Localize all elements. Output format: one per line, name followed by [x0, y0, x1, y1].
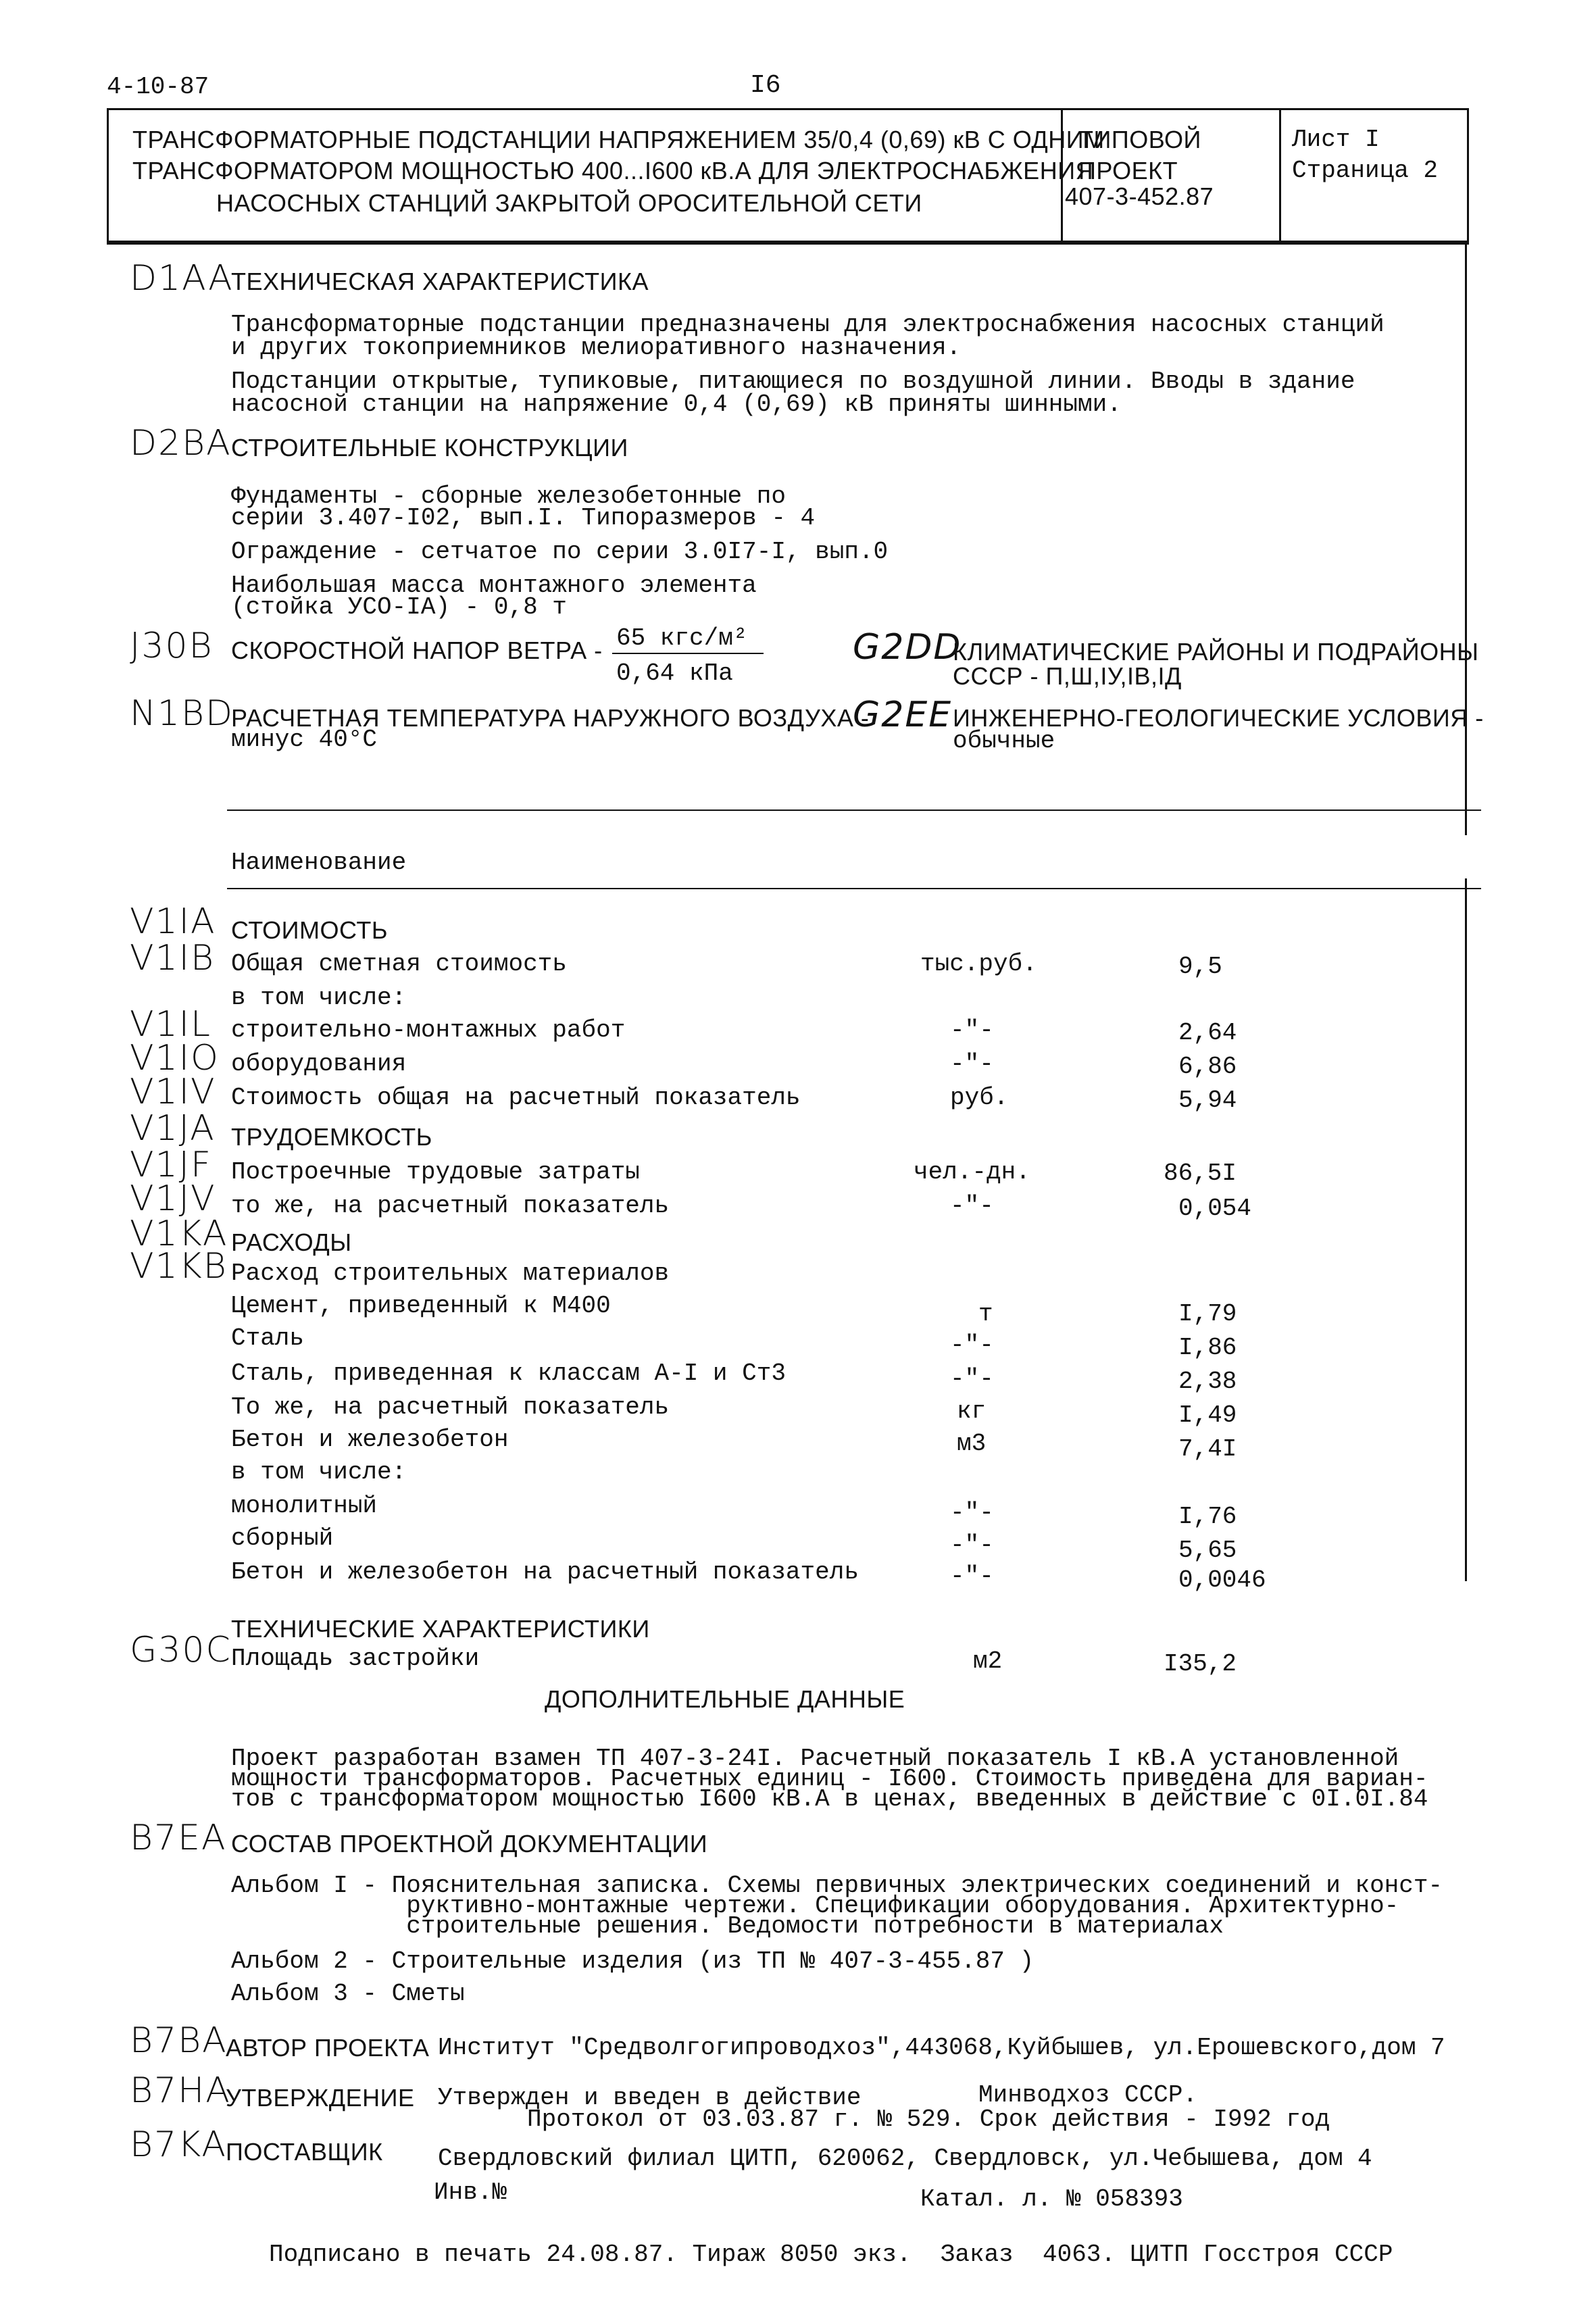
- supplier-label: ПОСТАВЩИК: [226, 2138, 383, 2166]
- row-name: Бетон и железобетон: [231, 1426, 509, 1453]
- row-code: G30C: [130, 1630, 232, 1670]
- approval-label: УТВЕРЖДЕНИЕ: [226, 2084, 415, 2112]
- page-number: I6: [750, 71, 781, 100]
- row-unit: -"-: [950, 1531, 994, 1559]
- design-temperature-line-2: минус 40°С: [231, 726, 378, 753]
- row-unit: чел.-дн.: [914, 1158, 1030, 1186]
- page-label: Страница 2: [1292, 157, 1439, 184]
- composition-line-4: Альбом 2 - Строительные изделия (из ТП № 407-3-455.87 ): [231, 1947, 1034, 1975]
- sheet-number: Лист I: [1292, 126, 1380, 153]
- section-code-b7ba: B7BA: [130, 2020, 228, 2061]
- row-value: 2,38: [1178, 1368, 1237, 1395]
- row-name: То же, на расчетный показатель: [231, 1393, 670, 1421]
- section-code-d1aa: D1AA: [130, 258, 234, 299]
- row-name: Площадь застройки: [231, 1645, 480, 1672]
- row-unit: м2: [973, 1647, 1003, 1675]
- row-code: V1KA: [130, 1214, 228, 1254]
- construction-line-5: (стойка УСО-IА) - 0,8 т: [231, 593, 567, 621]
- row-code: V1JV: [130, 1178, 216, 1219]
- composition-title: СОСТАВ ПРОЕКТНОЙ ДОКУМЕНТАЦИИ: [231, 1830, 708, 1858]
- row-name: оборудования: [231, 1050, 407, 1078]
- row-name: СТОИМОСТЬ: [231, 916, 388, 944]
- row-name: ТЕХНИЧЕСКИЕ ХАРАКТЕРИСТИКИ: [231, 1615, 650, 1643]
- header-title-line-1: ТРАНСФОРМАТОРНЫЕ ПОДСТАНЦИИ НАПРЯЖЕНИЕМ 35/0,4 (0,69) кВ С ОДНИМ: [132, 126, 1105, 153]
- row-value: 9,5: [1178, 953, 1222, 980]
- row-unit: -"-: [950, 1562, 994, 1590]
- section-code-d2ba: D2BA: [130, 423, 232, 464]
- row-unit: -"-: [950, 1365, 994, 1393]
- header-title-line-2: ТРАНСФОРМАТОРОМ МОЩНОСТЬЮ 400...I600 кВ.А ДЛЯ ЭЛЕКТРОСНАБЖЕНИЯ: [132, 157, 1094, 184]
- row-name: Построечные трудовые затраты: [231, 1158, 640, 1186]
- approval-line-1: Утвержден и введен в действие: [438, 2084, 862, 2112]
- section-code-n1bd: N1BD: [130, 693, 234, 734]
- climate-regions-line-1: КЛИМАТИЧЕСКИЕ РАЙОНЫ И ПОДРАЙОНЫ: [953, 638, 1479, 666]
- header-bottom-rule: [107, 241, 1467, 243]
- row-value: I,79: [1178, 1300, 1237, 1328]
- design-temperature-line-1: РАСЧЕТНАЯ ТЕМПЕРАТУРА НАРУЖНОГО ВОЗДУХА -: [231, 704, 870, 732]
- row-value: 2,64: [1178, 1019, 1237, 1047]
- wind-pressure-value-top: 65 кгс/м²: [616, 624, 748, 652]
- table-heading-rule: [227, 888, 1481, 889]
- row-value: 5,65: [1178, 1537, 1237, 1564]
- row-unit: -"-: [950, 1331, 994, 1359]
- row-code: V1KB: [130, 1246, 228, 1287]
- catalog-number: Катал. л. № 058393: [920, 2185, 1183, 2213]
- additional-line-2: мощности трансформаторов. Расчетных единиц - I600. Стоимость приведена для вариан-: [231, 1765, 1428, 1793]
- inventory-number: Инв.№: [434, 2179, 507, 2206]
- section-code-b7ka: B7KA: [130, 2124, 227, 2165]
- row-value: 0,0046: [1178, 1566, 1266, 1594]
- author-label: АВТОР ПРОЕКТА: [226, 2034, 430, 2062]
- row-unit: м3: [957, 1430, 987, 1458]
- row-value: I,49: [1178, 1401, 1237, 1429]
- section-code-j30b: J30B: [130, 626, 214, 666]
- project-label: ПРОЕКТ: [1078, 157, 1178, 184]
- row-code: V1JF: [130, 1145, 212, 1185]
- project-type: ТИПОВОЙ: [1078, 126, 1201, 153]
- header-divider-2: [1279, 108, 1281, 241]
- section-code-b7ea: B7EA: [130, 1818, 227, 1858]
- header-title-line-3: НАСОСНЫХ СТАНЦИЙ ЗАКРЫТОЙ ОРОСИТЕЛЬНОЙ СЕТИ: [216, 189, 922, 217]
- wind-pressure-label: СКОРОСТНОЙ НАПОР ВЕТРА -: [231, 637, 603, 664]
- row-name: РАСХОДЫ: [231, 1228, 352, 1256]
- composition-line-5: Альбом 3 - Сметы: [231, 1980, 465, 2008]
- composition-line-3: строительные решения. Ведомости потребности в материалах: [231, 1912, 1224, 1940]
- technical-line-3: Подстанции открытые, тупиковые, питающиеся по воздушной линии. Вводы в здание: [231, 368, 1355, 395]
- row-name: в том числе:: [231, 984, 407, 1012]
- right-border-line: [1465, 241, 1467, 835]
- row-name: Расход строительных материалов: [231, 1260, 670, 1287]
- right-border-line-lower: [1465, 878, 1467, 1581]
- row-code: V1IA: [130, 901, 216, 942]
- row-unit: руб.: [950, 1084, 1009, 1112]
- row-name: Цемент, приведенный к М400: [231, 1292, 611, 1320]
- section-code-b7ha: B7HA: [130, 2070, 231, 2111]
- technical-line-2: и других токоприемников мелиоративного назначения.: [231, 334, 962, 362]
- row-name: то же, на расчетный показатель: [231, 1192, 670, 1220]
- row-value: I,86: [1178, 1334, 1237, 1362]
- row-value: I,76: [1178, 1503, 1237, 1530]
- technical-line-1: Трансформаторные подстанции предназначены для электроснабжения насосных станций: [231, 311, 1385, 339]
- row-code: V1IV: [130, 1072, 216, 1112]
- composition-line-1: Альбом I - Пояснительная записка. Схемы первичных электрических соединений и конст-: [231, 1872, 1443, 1899]
- geology-line-2: обычные: [953, 727, 1055, 755]
- section-title-technical: ТЕХНИЧЕСКАЯ ХАРАКТЕРИСТИКА: [231, 268, 649, 295]
- section-title-construction: СТРОИТЕЛЬНЫЕ КОНСТРУКЦИИ: [231, 434, 628, 462]
- wind-pressure-value-bottom: 0,64 кПа: [616, 659, 733, 687]
- composition-line-2: руктивно-монтажные чертежи. Спецификации оборудования. Архитектурно-: [231, 1892, 1399, 1920]
- technical-line-4: насосной станции на напряжение 0,4 (0,69) кВ приняты шинными.: [231, 391, 1122, 418]
- construction-line-2: серии 3.407-I02, вып.I. Типоразмеров - 4: [231, 504, 816, 532]
- row-unit: -"-: [950, 1050, 994, 1078]
- row-name: сборный: [231, 1524, 334, 1552]
- additional-line-1: Проект разработан взамен ТП 407-3-24I. Расчетный показатель I кВ.А установленной: [231, 1745, 1399, 1772]
- table-heading: Наименование: [231, 849, 407, 876]
- row-unit: тыс.руб.: [920, 950, 1037, 978]
- row-value: I35,2: [1164, 1650, 1237, 1678]
- row-code: V1IL: [130, 1004, 211, 1045]
- author-text: Институт "Средволгогипроводхоз",443068,Куйбышев, ул.Ерошевского,дом 7: [438, 2034, 1445, 2062]
- fraction-line: [612, 653, 764, 654]
- row-code: V1IO: [130, 1038, 220, 1078]
- additional-line-3: тов с трансформатором мощностью I600 кВ.А в ценах, введенных в действие с 0I.0I.84: [231, 1785, 1428, 1813]
- row-value: 6,86: [1178, 1053, 1237, 1080]
- approval-ministry: Минводхоз СССР.: [978, 2081, 1198, 2109]
- row-name: Сталь, приведенная к классам А-I и Ст3: [231, 1360, 786, 1387]
- geology-line-1: ИНЖЕНЕРНО-ГЕОЛОГИЧЕСКИЕ УСЛОВИЯ -: [953, 704, 1484, 732]
- row-name: Общая сметная стоимость: [231, 950, 567, 978]
- row-unit: -"-: [950, 1499, 994, 1526]
- project-number: 407-3-452.87: [1065, 182, 1214, 210]
- approval-line-2: Протокол от 03.03.87 г. № 529. Срок действия - I992 год: [527, 2106, 1330, 2133]
- row-unit: кг: [957, 1397, 987, 1425]
- row-name: Стоимость общая на расчетный показатель: [231, 1084, 801, 1112]
- row-unit: т: [978, 1300, 993, 1328]
- row-value: 5,94: [1178, 1087, 1237, 1114]
- section-code-g2dd: G2DD: [853, 627, 962, 668]
- row-value: 7,4I: [1178, 1435, 1237, 1463]
- additional-data-title: ДОПОЛНИТЕЛЬНЫЕ ДАННЫЕ: [545, 1685, 905, 1713]
- construction-line-3: Ограждение - сетчатое по серии 3.0I7-I, вып.0: [231, 538, 889, 566]
- row-value: 86,5I: [1164, 1160, 1237, 1187]
- row-name: ТРУДОЕМКОСТЬ: [231, 1123, 432, 1151]
- construction-line-1: Фундаменты - сборные железобетонные по: [231, 482, 786, 510]
- section-code-g2ee: G2EE: [853, 695, 953, 735]
- row-name: в том числе:: [231, 1458, 407, 1486]
- row-unit: -"-: [950, 1016, 994, 1044]
- row-unit: -"-: [950, 1192, 994, 1220]
- row-code: V1IB: [130, 938, 216, 978]
- print-footer: Подписано в печать 24.08.87. Тираж 8050 экз. Заказ 4063. ЦИТП Госстроя СССР: [269, 2241, 1393, 2268]
- document-code: 4-10-87: [107, 73, 209, 101]
- row-name: Бетон и железобетон на расчетный показатель: [231, 1558, 859, 1586]
- row-name: Сталь: [231, 1324, 305, 1352]
- construction-line-4: Наибольшая масса монтажного элемента: [231, 572, 757, 599]
- row-code: V1JA: [130, 1108, 216, 1149]
- climate-regions-line-2: СССР - П,Ш,IУ,IВ,IД: [953, 662, 1182, 690]
- row-name: монолитный: [231, 1492, 378, 1520]
- table-top-rule: [227, 810, 1481, 811]
- supplier-line-1: Свердловский филиал ЦИТП, 620062, Свердловск, ул.Чебышева, дом 4: [438, 2145, 1372, 2172]
- row-name: строительно-монтажных работ: [231, 1016, 626, 1044]
- row-value: 0,054: [1178, 1195, 1252, 1222]
